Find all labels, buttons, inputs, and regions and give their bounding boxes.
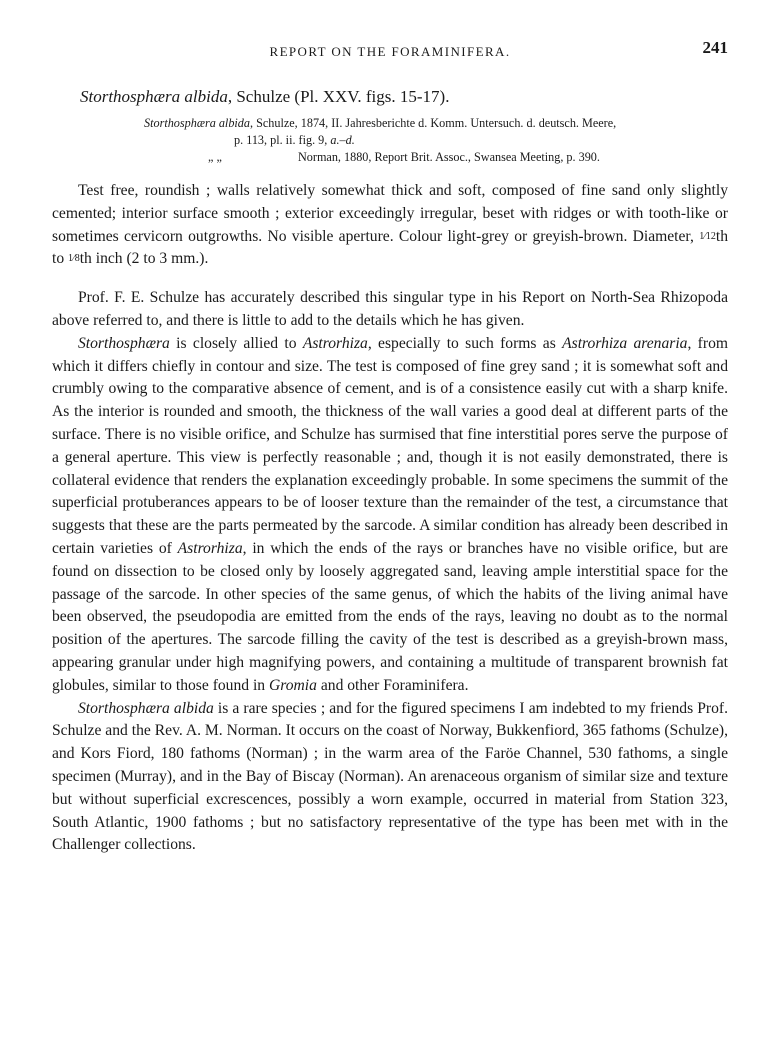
species-name: Astrorhiza arenaria: [562, 334, 688, 352]
paragraph-affinities: [52, 333, 728, 698]
discussion: [52, 287, 728, 857]
synonymy-fig-letters: a.–d.: [330, 133, 355, 147]
species-name: Storthosphæra albida: [80, 87, 228, 106]
genus-name: Gromia: [269, 676, 317, 694]
description-paragraph: [52, 180, 728, 271]
running-title: REPORT ON THE FORAMINIFERA.: [269, 44, 511, 59]
species-heading: [80, 86, 728, 108]
synonymy-citation: Norman, 1880, Report Brit. Assoc., Swansea Meeting, p. 390.: [298, 150, 600, 164]
paragraph-text: and other Foraminifera.: [316, 676, 469, 694]
page: [52, 38, 728, 857]
paragraph-text: , especially to such forms as: [367, 334, 563, 352]
fraction-eighth: 1⁄8: [68, 253, 80, 265]
synonymy-entry: [144, 149, 728, 166]
description-text: th to: [52, 227, 728, 268]
running-head: [52, 38, 728, 64]
paragraph-distribution: [52, 698, 728, 858]
page-number: 241: [702, 38, 728, 57]
paragraph-text: is closely allied to: [169, 334, 303, 352]
paragraph-text: is a rare species ; and for the figured specimens I am indebted to my friends Prof. Schulze and the Rev. A. M. Norman. It occurs on the coast of Norway, Bukkenfiord, 365 fathoms (Schulze), and Kors Fiord, 180 fathoms (Norman) ; in the warm area of the Faröe Channel, 530 fathoms, a single specimen (Murray), and in the Bay of Biscay (Norman). An arenaceous organism of similar size and texture but without superficial excrescences, possibly a worn example, occurred in material from Station 323, South Atlantic, 1900 fathoms ; but no satisfactory representative of the type has been met with in the Challenger collections.: [52, 699, 728, 854]
synonymy-entry: [144, 115, 728, 132]
synonymy-continuation: [144, 132, 728, 149]
description-text: th inch (2 to 3 mm.).: [79, 250, 209, 268]
genus-name: Astrorhiza: [302, 334, 368, 352]
synonymy-list: [144, 115, 728, 166]
species-name: Storthosphæra albida: [78, 699, 214, 717]
synonymy-name: Storthosphæra albida: [144, 116, 250, 130]
genus-name: Storthosphæra: [78, 334, 170, 352]
species-authority: , Schulze (Pl. XXV. figs. 15-17).: [227, 87, 450, 106]
ditto-marks: „ „: [208, 150, 222, 164]
paragraph-schulze: Prof. F. E. Schulze has accurately described this singular type in his Report on North-Sea Rhizopoda above referred to, and there is little to add to the details which he has given.: [52, 289, 728, 329]
paragraph-text: , from which it differs chiefly in contour and size. The test is composed of fine grey sand ; it is somewhat soft and crumbly owing to the comparative absence of cement, and is of a consistence easily cut with a sharp knife. As the interior is rounded and smooth, the thickness of the wall varies a good deal at different parts of the surface. There is no visible orifice, and Schulze has surmised that fine interstitial pores serve the purpose of a general aperture. This view is perfectly reasonable ; and, though it is not easily demonstrated, there is collateral evidence that renders the explanation exceedingly probable. In some specimens the summit of the superficial protuberances appears to be of looser texture than the remainder of the test, a circumstance that suggests that these are the parts permeated by the sarcode. A similar condition has already been described in certain varieties of: [52, 334, 728, 557]
fraction-twelfth: 1⁄12: [699, 230, 716, 242]
genus-name: Astrorhiza: [177, 539, 243, 557]
species-description: [52, 180, 728, 271]
description-text: Test free, roundish ; walls relatively somewhat thick and soft, composed of fine sand only slightly cemented; interior surface smooth ; exterior exceedingly irregular, beset with ridges or with tooth-like or sometimes cervicorn outgrowths. No visible aperture. Colour light-grey or greyish-brown. Diameter,: [52, 182, 728, 245]
synonymy-citation-cont: p. 113, pl. ii. fig. 9,: [234, 133, 331, 147]
paragraph-text: , in which the ends of the rays or branches have no visible orifice, but are found on dissection to be closed only by loosely aggregated sand, leaving ample interstitial space for the passage of the sarcode. In other species of the same genus, of which the habits of the living animal have been observed, the pseudopodia are emitted from the ends of the rays, leaving no doubt as to the normal position of the apertures. The sarcode filling the cavity of the test is described as a greyish-brown mass, appearing granular under high magnifying powers, and containing a multitude of transparent brownish fat globules, similar to those found in: [52, 539, 728, 694]
synonymy-citation: , Schulze, 1874, II. Jahresberichte d. Komm. Untersuch. d. deutsch. Meere,: [249, 116, 617, 130]
